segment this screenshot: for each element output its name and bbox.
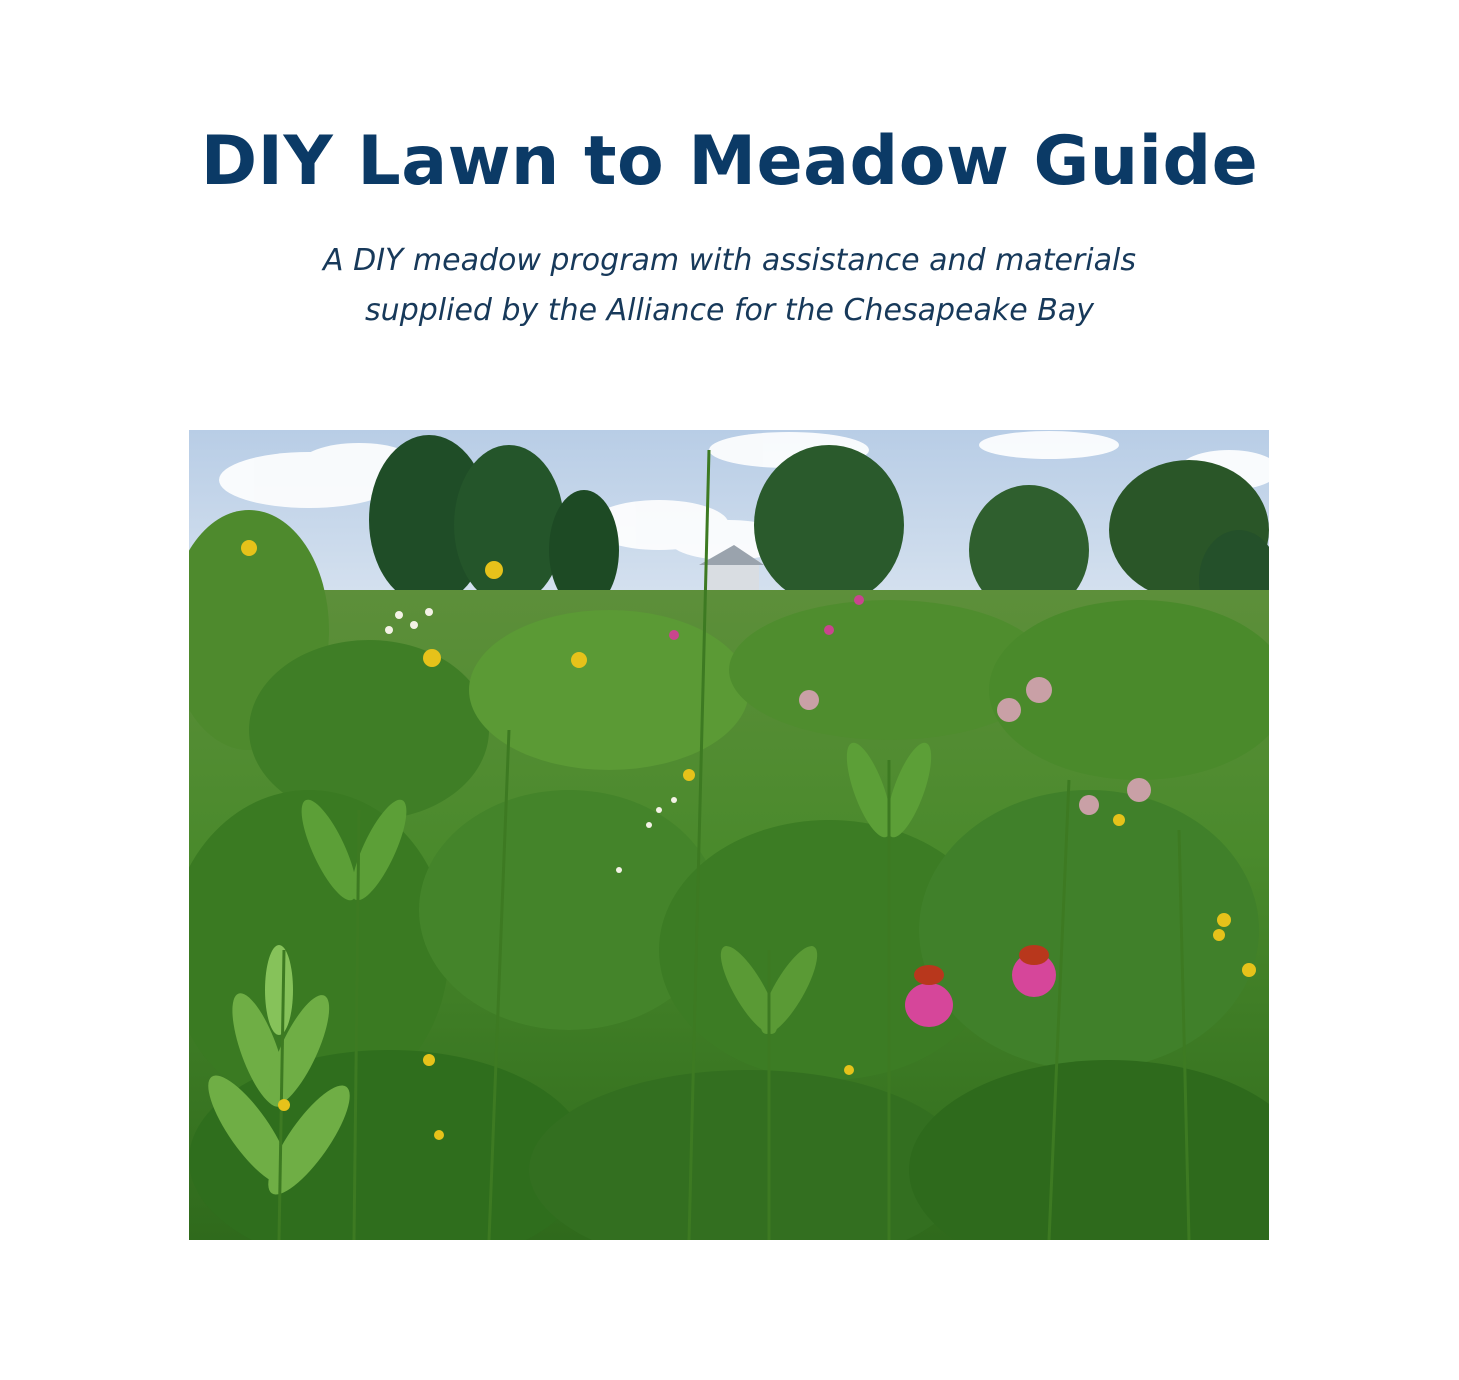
document-subtitle (200, 236, 1259, 336)
meadow-photo (189, 430, 1269, 1240)
subtitle-line-2: supplied by the Alliance for the Chesapeake Bay (365, 293, 1094, 328)
subtitle-line-1: A DIY meadow program with assistance and materials (323, 243, 1136, 278)
meadow-illustration (189, 430, 1269, 1240)
document-title: DIY Lawn to Meadow Guide (200, 122, 1259, 201)
